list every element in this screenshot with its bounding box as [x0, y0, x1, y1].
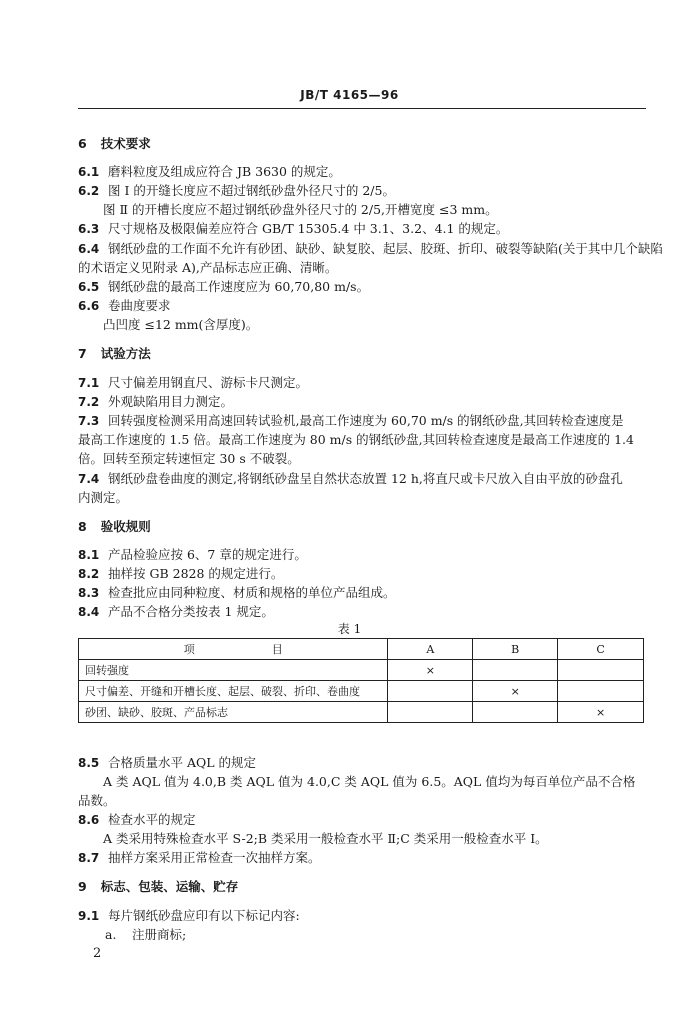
- section-title: 试验方法: [100, 346, 151, 361]
- clause-text: 抽样按 GB 2828 的规定进行。: [108, 566, 284, 581]
- clause-text: 检查批应由同种粒度、材质和规格的单位产品组成。: [108, 585, 396, 600]
- table-cell-mark-b: ×: [473, 681, 558, 702]
- clause-number: 7.4: [78, 472, 100, 486]
- clause-number: 6.3: [78, 222, 100, 236]
- clause-number: 8.6: [78, 813, 100, 827]
- section-number: 7: [78, 346, 87, 361]
- table-cell-mark-a: ×: [388, 660, 473, 681]
- section-heading-8: [78, 519, 151, 535]
- clause-continuation: 图 Ⅱ 的开槽长度应不超过钢纸砂盘外径尺寸的 2/5,开槽宽度 ≤3 mm。: [103, 202, 498, 217]
- header-cell-b: B: [473, 639, 558, 660]
- table-row: [79, 681, 644, 702]
- clause-number: 6.1: [78, 165, 100, 179]
- clause-number: 6.2: [78, 184, 100, 198]
- clause-number: 8.1: [78, 548, 100, 562]
- table-header-row: [79, 639, 644, 660]
- clause-number: 8.3: [78, 586, 100, 600]
- clause-text: 检查水平的规定: [108, 812, 196, 827]
- clause-number: 7.2: [78, 395, 100, 409]
- table-caption: 表 1: [337, 622, 362, 636]
- table-cell-mark-c: [558, 660, 644, 681]
- clause-number: 8.7: [78, 851, 100, 865]
- header-cell-c: C: [558, 639, 644, 660]
- table-cell-mark-b: [473, 702, 558, 723]
- clause-number: 6.6: [78, 299, 100, 313]
- clause-text: 外观缺陷用目力测定。: [108, 394, 234, 409]
- clause-text: 图 I 的开缝长度应不超过钢纸砂盘外径尺寸的 2/5。: [108, 183, 395, 198]
- clause-text: 钢纸砂盘卷曲度的测定,将钢纸砂盘呈自然状态放置 12 h,将直尺或卡尺放入自由平放的砂盘孔: [108, 471, 623, 486]
- clause-text: 合格质量水平 AQL 的规定: [108, 755, 257, 770]
- clause-number: 9.1: [78, 909, 100, 923]
- header-rule: [78, 108, 646, 109]
- clause-text: 钢纸砂盘的工作面不允许有砂团、缺砂、缺复胶、起层、胶斑、折印、破裂等缺陷(关于其中几个缺陷: [108, 241, 663, 256]
- section-heading-7: [78, 346, 151, 362]
- list-text: 注册商标;: [132, 927, 187, 942]
- page-number: 2: [93, 946, 102, 961]
- clause-text: 产品检验应按 6、7 章的规定进行。: [108, 547, 307, 562]
- list-label: a.: [105, 927, 117, 942]
- table-row: [79, 702, 644, 723]
- clause-continuation: 凸凹度 ≤12 mm(含厚度)。: [103, 317, 259, 332]
- clause-text: 产品不合格分类按表 1 规定。: [108, 604, 274, 619]
- header-cell-item: 项 目: [79, 639, 388, 660]
- clause-continuation: 的术语定义见附录 A),产品标志应正确、清晰。: [78, 260, 338, 275]
- clause-text: 尺寸规格及极限偏差应符合 GB/T 15305.4 中 3.1、3.2、4.1 的规定。: [108, 221, 509, 236]
- section-number: 6: [78, 136, 87, 151]
- table-cell-item: 回转强度: [79, 660, 388, 681]
- section-title: 技术要求: [100, 136, 151, 151]
- section-title: 标志、包装、运输、贮存: [100, 879, 239, 894]
- clause-number: 8.2: [78, 567, 100, 581]
- table-cell-mark-c: [558, 681, 644, 702]
- clause-number: 7.1: [78, 376, 100, 390]
- clause-continuation: A 类采用特殊检查水平 S-2;B 类采用一般检查水平 Ⅱ;C 类采用一般检查水平 Ⅰ。: [103, 831, 548, 846]
- clause-text: 钢纸砂盘的最高工作速度应为 60,70,80 m/s。: [108, 279, 370, 294]
- defect-classification-table: [78, 638, 644, 723]
- section-heading-6: [78, 136, 151, 152]
- clause-number: 6.4: [78, 242, 100, 256]
- page-header: JB/T 4165—96: [300, 88, 399, 102]
- header-cell-a: A: [388, 639, 473, 660]
- clause-continuation: 倍。回转至预定转速恒定 30 s 不破裂。: [78, 451, 300, 466]
- clause-continuation: A 类 AQL 值为 4.0,B 类 AQL 值为 4.0,C 类 AQL 值为 6.5。AQL 值均为每百单位产品不合格: [103, 774, 636, 789]
- table-cell-item: 尺寸偏差、开缝和开槽长度、起层、破裂、折印、卷曲度: [79, 681, 388, 702]
- clause-text: 回转强度检测采用高速回转试验机,最高工作速度为 60,70 m/s 的钢纸砂盘,其回转检查速度是: [108, 413, 624, 428]
- clause-continuation: 品数。: [78, 793, 116, 808]
- section-heading-9: [78, 879, 238, 895]
- clause-text: 抽样方案采用正常检查一次抽样方案。: [108, 850, 321, 865]
- clause-continuation: 内测定。: [78, 490, 129, 505]
- clause-number: 8.5: [78, 756, 100, 770]
- clause-continuation: 最高工作速度的 1.5 倍。最高工作速度为 80 m/s 的钢纸砂盘,其回转检查速度是最高工作速度的 1.4: [78, 432, 634, 447]
- table-cell-mark-b: [473, 660, 558, 681]
- clause-text: 卷曲度要求: [108, 298, 171, 313]
- clause-number: 6.5: [78, 280, 100, 294]
- table-row: [79, 660, 644, 681]
- clause-number: 8.4: [78, 605, 100, 619]
- clause-text: 尺寸偏差用钢直尺、游标卡尺测定。: [108, 375, 309, 390]
- table-cell-item: 砂团、缺砂、胶斑、产品标志: [79, 702, 388, 723]
- table-cell-mark-c: ×: [558, 702, 644, 723]
- table-cell-mark-a: [388, 702, 473, 723]
- section-number: 8: [78, 519, 87, 534]
- section-number: 9: [78, 879, 87, 894]
- table-cell-mark-a: [388, 681, 473, 702]
- clause-text: 每片钢纸砂盘应印有以下标记内容:: [108, 908, 300, 923]
- clause-text: 磨料粒度及组成应符合 JB 3630 的规定。: [108, 164, 341, 179]
- section-title: 验收规则: [100, 519, 151, 534]
- clause-number: 7.3: [78, 414, 100, 428]
